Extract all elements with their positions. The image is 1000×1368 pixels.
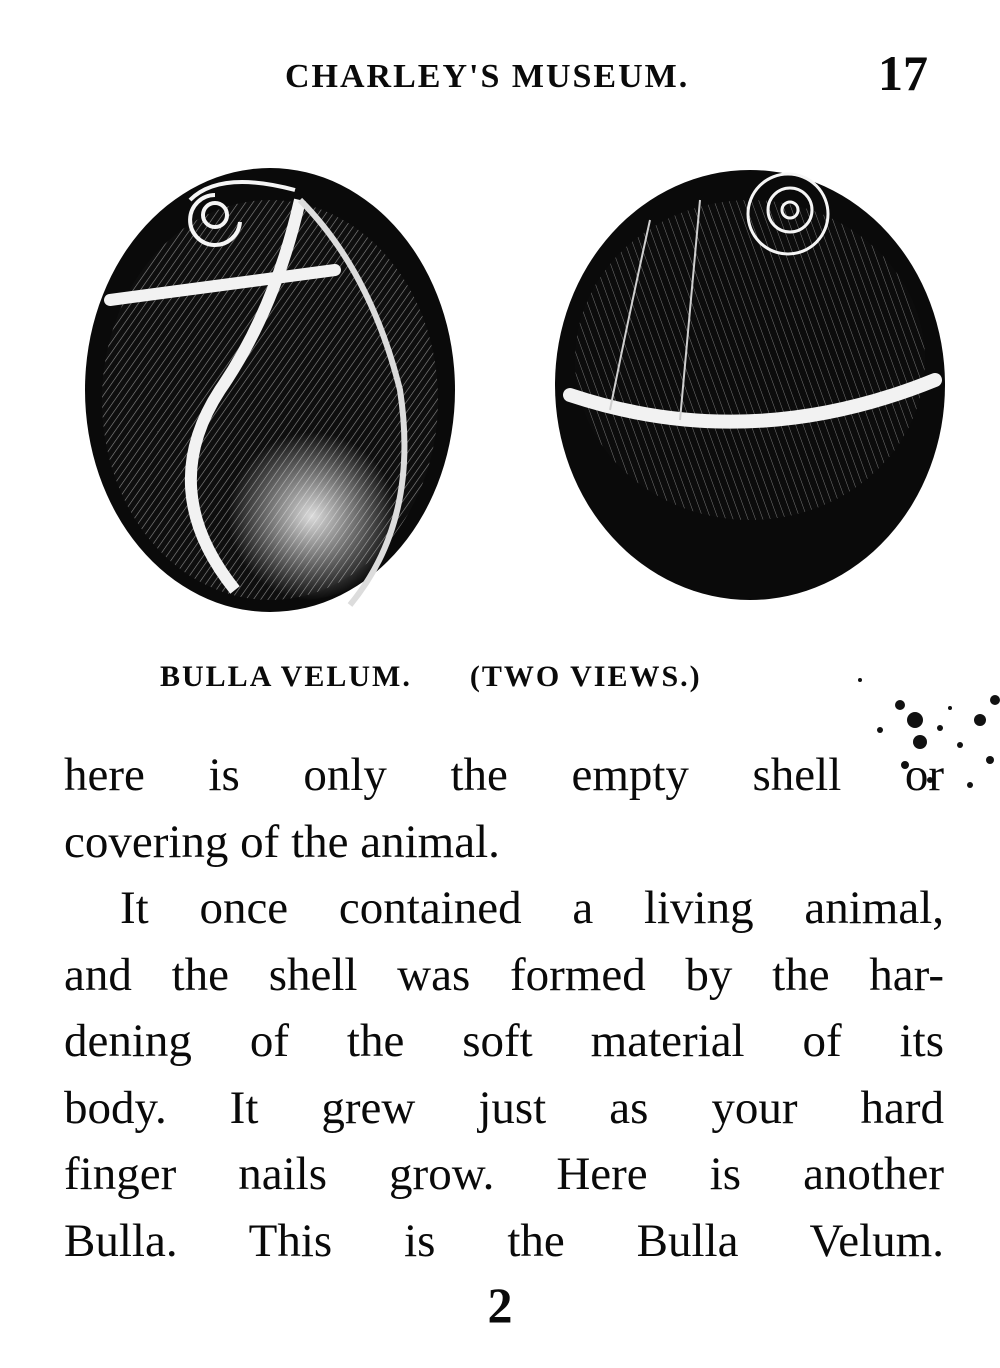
text-line: and the shell was formed by the har- [64, 948, 944, 1001]
page-number: 17 [878, 45, 928, 101]
text-line: Bulla. This is the Bulla Velum. [64, 1214, 944, 1267]
caption-name: BULLA VELUM. [160, 660, 412, 693]
figure-caption [160, 660, 702, 694]
signature-mark: 2 [487, 1277, 513, 1333]
body-paragraph [64, 742, 944, 1274]
caption-views: (TWO VIEWS.) [469, 660, 702, 693]
text-line: It once contained a living animal, [120, 882, 944, 934]
shell-illustration [70, 160, 960, 620]
text-line: dening of the soft material of its [64, 1015, 944, 1067]
text-line: body. It grew just as your hard [64, 1081, 944, 1134]
running-title: CHARLEY'S MUSEUM. [285, 58, 690, 95]
text-line: covering of the animal. [64, 815, 500, 868]
shell-aperture-view [85, 168, 455, 612]
text-line: here is only the empty shell or [64, 749, 944, 801]
shell-dorsal-view [555, 170, 945, 600]
text-line: finger nails grow. Here is another [64, 1148, 944, 1200]
